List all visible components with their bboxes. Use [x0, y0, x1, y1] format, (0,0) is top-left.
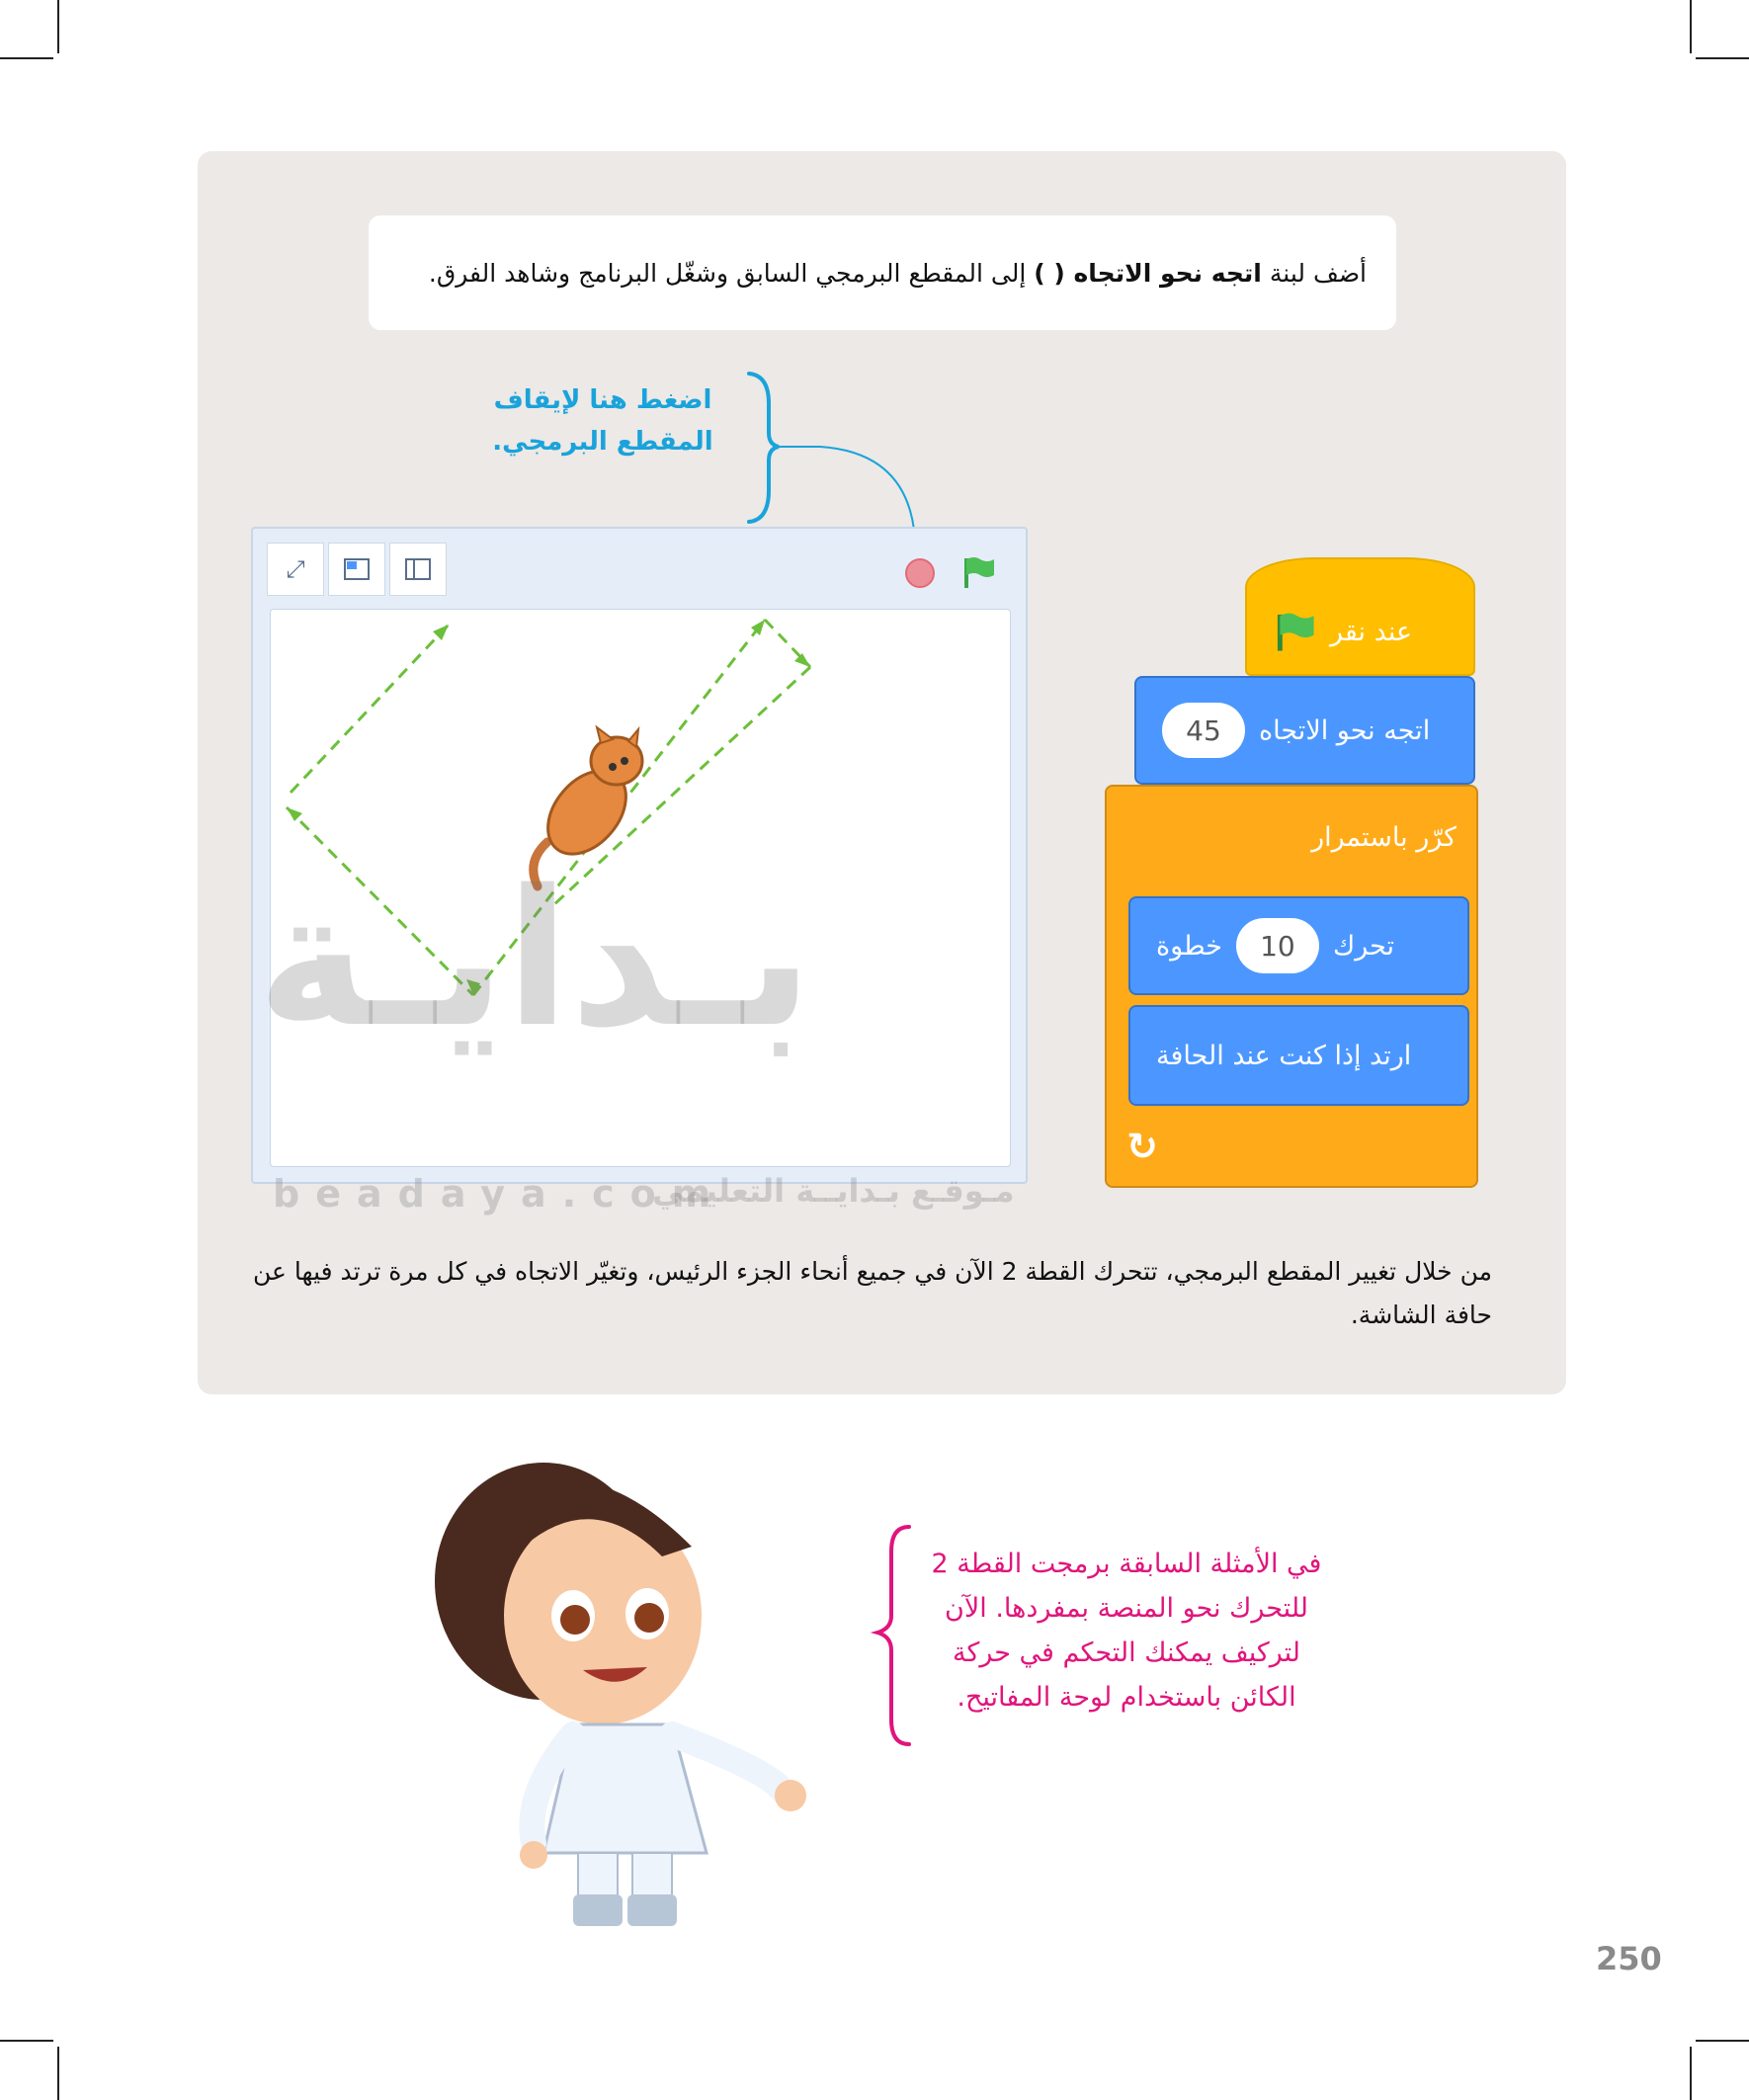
- fullscreen-button[interactable]: [267, 543, 324, 596]
- fullscreen-icon: ⤢: [286, 555, 305, 583]
- large-stage-button[interactable]: [389, 543, 447, 596]
- watermark-arabic: بـدايـة: [257, 850, 813, 1068]
- watermark-latin: beadaya.com: [273, 1172, 727, 1216]
- direction-input[interactable]: 45: [1162, 703, 1245, 758]
- stop-button[interactable]: [905, 558, 935, 588]
- crop-mark: [1696, 57, 1749, 59]
- crop-mark: [57, 2047, 59, 2100]
- forever-loop-arrow-icon: ↻: [1126, 1125, 1158, 1168]
- green-flag-icon: [1273, 610, 1316, 653]
- small-stage-button[interactable]: [328, 543, 385, 596]
- crop-mark: [1690, 2047, 1692, 2100]
- instruction-prefix: أضف لبنة: [1269, 258, 1367, 288]
- explanation-paragraph: من خلال تغيير المقطع البرمجي، تتحرك القطة 2 الآن في جميع أنحاء الجزء الرئيس، وتغيّر الاتجاه في كل مرة ترتد فيها عن حافة الشاشة.: [253, 1257, 1492, 1329]
- steps-input[interactable]: 10: [1236, 918, 1319, 973]
- instruction-block-name: اتجه نحو الاتجاه ( ): [1034, 258, 1262, 288]
- point-in-direction-block[interactable]: [1134, 676, 1475, 785]
- crop-mark: [1696, 2040, 1749, 2042]
- instruction-suffix: إلى المقطع البرمجي السابق وشغّل البرنامج وشاهد الفرق.: [428, 258, 1027, 288]
- move-suffix: خطوة: [1156, 930, 1222, 962]
- small-stage-icon: [343, 557, 371, 581]
- tip-text: [919, 1542, 1334, 1720]
- callout-line-2: المقطع البرمجي.: [492, 427, 713, 457]
- hat-label: عند نقر: [1330, 616, 1413, 647]
- watermark-tagline: مـوقـع بـدايــة التعليمي: [652, 1172, 1015, 1210]
- bounce-label: ارتد إذا كنت عند الحافة: [1156, 1040, 1412, 1071]
- crop-mark: [0, 2040, 53, 2042]
- point-label: اتجه نحو الاتجاه: [1259, 714, 1431, 746]
- move-label: تحرك: [1332, 930, 1395, 962]
- green-flag-icon: [966, 557, 994, 588]
- tip-line-3: لتركيف يمكنك التحكم في حركة: [952, 1638, 1300, 1668]
- page-number: 250: [1596, 1940, 1662, 1977]
- move-steps-block[interactable]: [1128, 896, 1469, 995]
- instruction-box: [369, 215, 1396, 330]
- crop-mark: [57, 0, 59, 53]
- callout-line-1: اضغط هنا لإيقاف: [493, 385, 712, 415]
- green-flag-button[interactable]: [960, 554, 996, 590]
- forever-label: كرّر باستمرار: [1311, 822, 1457, 853]
- tip-line-2: للتحرك نحو المنصة بمفردها. الآن: [945, 1593, 1308, 1624]
- bounce-on-edge-block[interactable]: [1128, 1005, 1469, 1106]
- when-flag-clicked-block[interactable]: [1245, 557, 1475, 676]
- girl-character-illustration: [425, 1438, 840, 1932]
- tip-line-1: في الأمثلة السابقة برمجت القطة 2: [931, 1549, 1322, 1579]
- large-stage-icon: [404, 557, 432, 581]
- script-stack: [1105, 553, 1480, 1196]
- crop-mark: [0, 57, 53, 59]
- callout-connector: [731, 364, 929, 551]
- crop-mark: [1690, 0, 1692, 53]
- stop-callout: [464, 379, 741, 462]
- tip-line-4: الكائن باستخدام لوحة المفاتيح.: [957, 1682, 1296, 1713]
